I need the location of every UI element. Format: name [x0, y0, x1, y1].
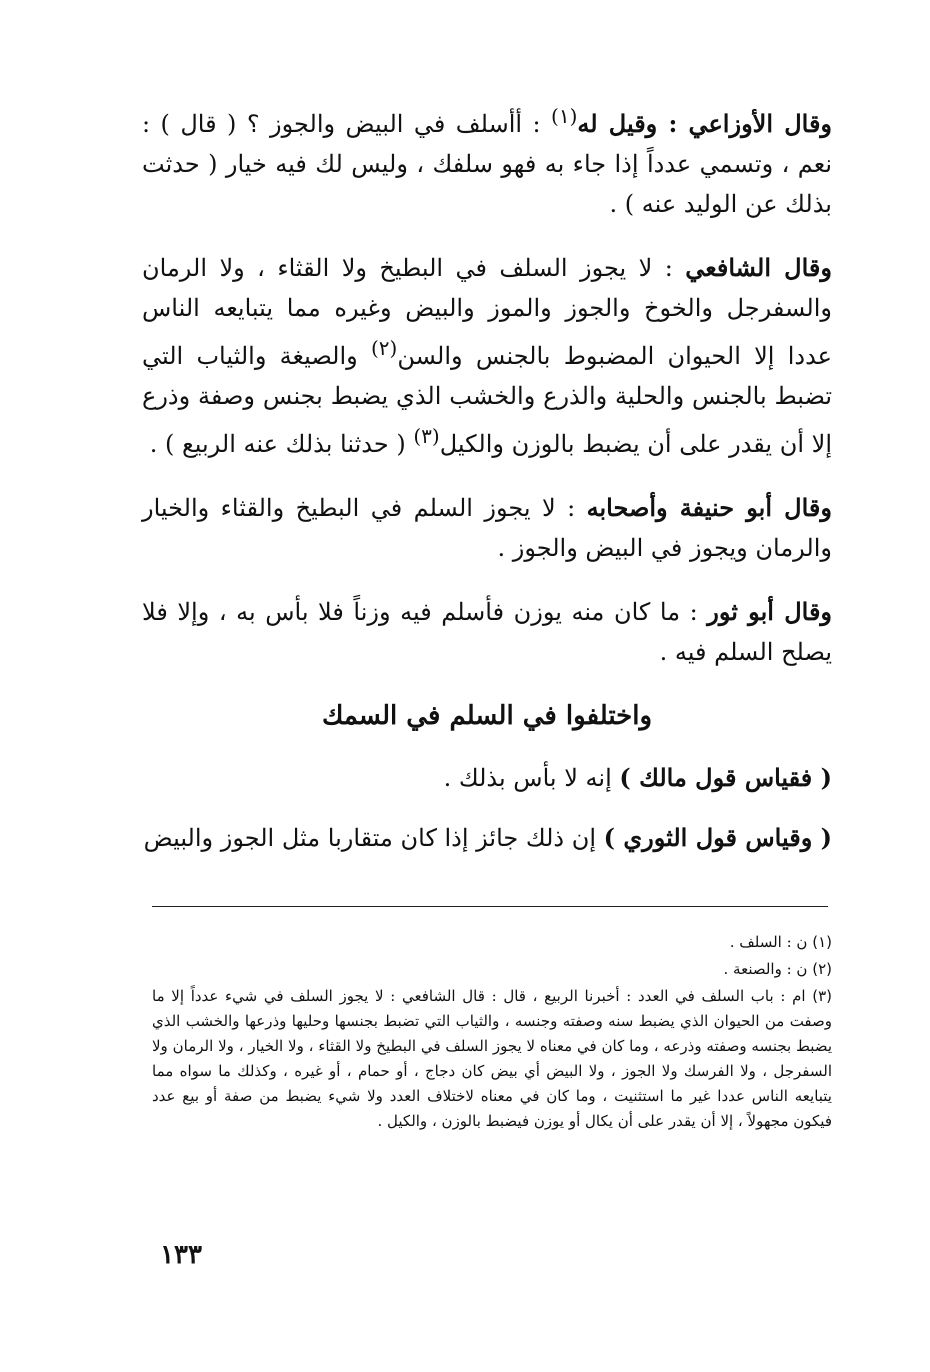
line-malik [142, 758, 832, 798]
paragraph-abu-hanifa [142, 488, 832, 568]
footnote-1 [152, 930, 832, 955]
paragraph-abu-thawr [142, 592, 832, 672]
line-text: إنه لا بأس بذلك . [443, 764, 620, 792]
footnote-2 [152, 957, 832, 982]
footnote-text: ن : والصنعة . [723, 960, 813, 978]
footnote-divider [152, 906, 828, 907]
paragraph-text: ( حدثنا بذلك عنه الربيع ) . [149, 430, 414, 458]
paragraph-text: : لا يجوز السلف في البطيخ ولا القثاء ، ولا الرمان والسفرجل والخوخ والجوز والموز والبيض وغيره مما يتبايعه الناس عددا إلا الحيوان المضبوط بالجنس والسن [142, 254, 832, 370]
speaker-abu-thawr: وقال أبو ثور [707, 597, 833, 626]
footnote-3 [152, 984, 832, 1134]
line-text: إن ذلك جائز إذا كان متقاربا مثل الجوز والبيض [143, 824, 604, 852]
footnote-number: (١) [812, 933, 832, 951]
footnote-ref-1: (١) [551, 104, 578, 128]
line-thawri [142, 818, 832, 858]
paragraph-text: : لا يجوز السلم في البطيخ والقثاء والخيار والرمان ويجوز في البيض والجوز . [142, 494, 832, 562]
footnote-number: (٢) [812, 960, 832, 978]
paragraph-shafii [142, 248, 832, 464]
paragraph-text: والصيغة والثياب التي تضبط بالجنس والحلية والذرع والخشب الذي يضبط بجنس وصفة وذرع إلا أن يقدر على أن يضبط بالوزن والكيل [142, 342, 832, 458]
analogy-thawri: ( وقياس قول الثوري ) [603, 823, 832, 852]
section-heading: واختلفوا في السلم في السمك [321, 701, 653, 731]
speaker-awzai: وقال الأوزاعي : وقيل له [577, 109, 833, 138]
paragraph-text: : أأسلف في البيض والجوز ؟ ( قال ) : نعم ، وتسمي عدداً إذا جاء به فهو سلفك ، وليس لك فيه خيار ( حدثت بذلك عن الوليد عنه ) . [142, 110, 832, 218]
page-number: ١٣٣ [160, 1240, 202, 1270]
analogy-malik: ( فقياس قول مالك ) [619, 763, 832, 792]
footnote-ref-2: (٢) [370, 336, 398, 360]
footnote-text: ام : باب السلف في العدد : أخبرنا الربيع ، قال : قال الشافعي : لا يجوز السلف في شيء عدداً إلا ما وصفت من الحيوان الذي يضبط سنه وصفته وجنسه ، والثياب التي تضبط بجنسها وحليها وذرعها والخشب الذي يضبط بجنسه وصفته وذرعه ، وما كان في معناه لا يجوز السلف في البطيخ ولا القثاء ، ولا الخيار ، ولا الرمان ولا السفرجل ، ولا الفرسك ولا الجوز ، ولا البيض أي بيض كان دجاج ، أو حمام ، أو غيره ، وكذلك ما سواه مما يتبايعه الناس عددا غير ما استثنيت ، وما كان في معناه لاختلاف العدد ولا شيء يضبط من صفة أو بيع عدد فيكون مجهولاً ، إلا أن يقدر على أن يكال أو يوزن فيضبط بالوزن ، والكيل . [152, 987, 832, 1130]
paragraph-awzai [142, 96, 832, 224]
paragraph-text: : ما كان منه يوزن فأسلم فيه وزناً فلا بأس به ، وإلا فلا يصلح السلم فيه . [142, 598, 832, 666]
speaker-shafii: وقال الشافعي [685, 253, 832, 282]
footnote-number: (٣) [812, 987, 832, 1005]
footnote-ref-3: (٣) [413, 424, 440, 448]
footnote-text: ن : السلف . [729, 933, 813, 951]
main-text [142, 96, 832, 878]
footnotes [152, 930, 832, 1136]
speaker-abu-hanifa: وقال أبو حنيفة وأصحابه [586, 493, 832, 522]
